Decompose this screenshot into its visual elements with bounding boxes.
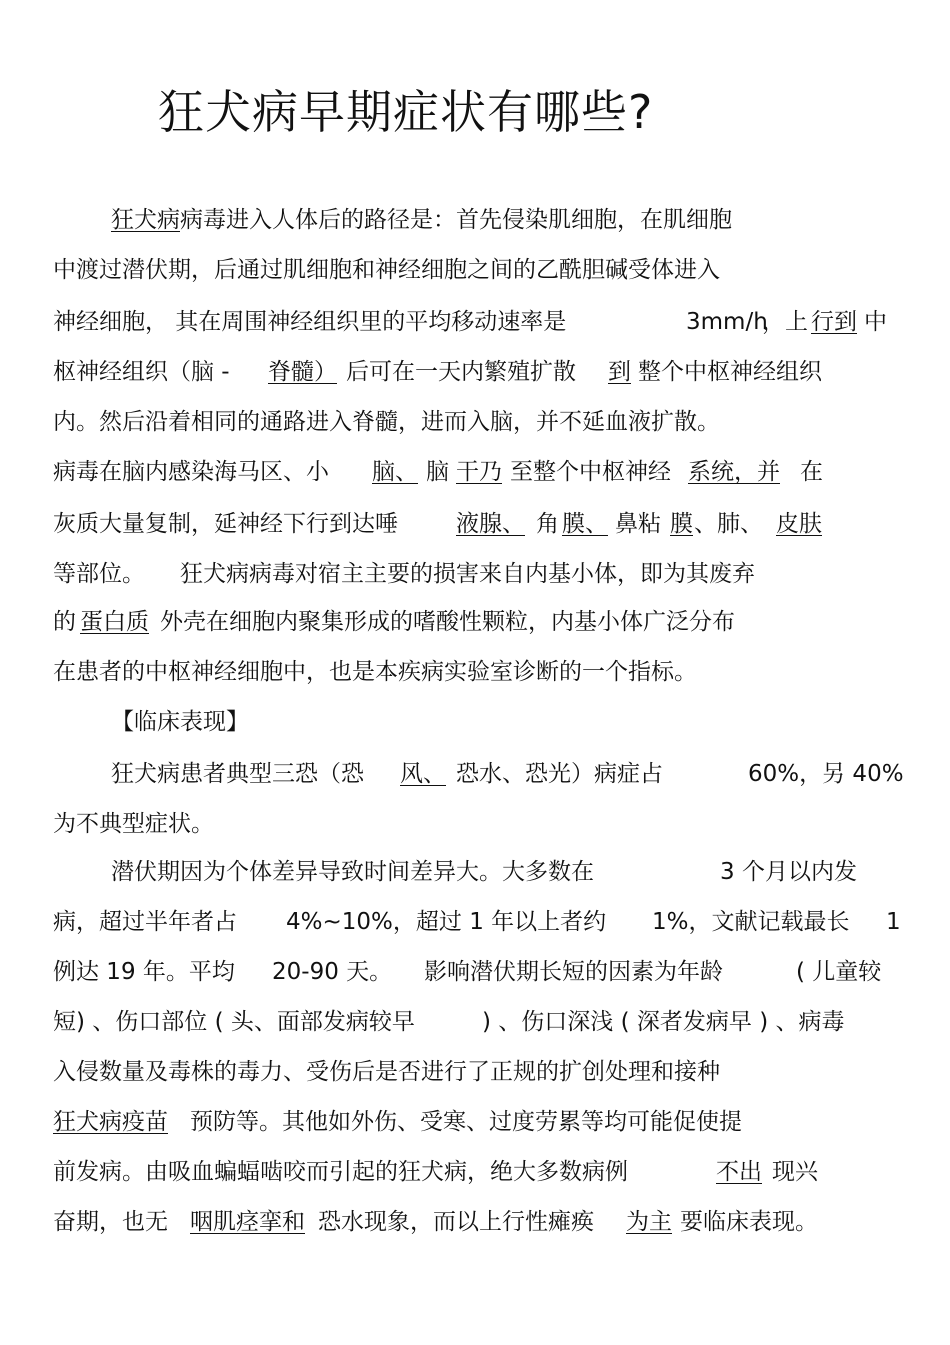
- text-segment: 1%，文献记载最长: [652, 909, 850, 935]
- text-segment: 奋期，也无: [53, 1209, 168, 1235]
- link-rabies: 狂犬病: [111, 207, 180, 233]
- underlined-term: 干乃: [456, 459, 502, 485]
- text-segment: 20-90 天。: [272, 959, 393, 985]
- underlined-term: 脊髓）: [268, 359, 337, 385]
- underlined-term: 风、: [400, 761, 446, 787]
- text-segment: 病，超过半年者占: [53, 909, 237, 935]
- text-segment: 病毒进入人体后的路径是：首先侵染肌细胞，在肌细胞: [180, 207, 732, 233]
- section-heading: 【临床表现】: [111, 709, 249, 735]
- underlined-term: 狂犬病疫苗: [53, 1109, 168, 1135]
- underlined-term: 行到: [811, 309, 857, 335]
- text-segment: 、肺、: [694, 511, 763, 537]
- text-segment: 预防等。其他如外伤、受寒、过度劳累等均可能促使提: [190, 1109, 742, 1135]
- text-segment: ，上: [762, 309, 808, 335]
- text-segment: 60%，另 40%: [748, 761, 904, 787]
- text-segment: 1: [886, 909, 901, 935]
- text-segment: 影响潜伏期长短的因素为年龄: [424, 959, 723, 985]
- text-segment: 入侵数量及毒株的毒力、受伤后是否进行了正规的扩创处理和接种: [53, 1059, 720, 1085]
- underlined-term: 膜: [670, 511, 693, 537]
- underlined-term: 为主: [626, 1209, 672, 1235]
- text-segment: 等部位。: [53, 561, 145, 587]
- text-segment: 灰质大量复制，延神经下行到达唾: [53, 511, 398, 537]
- underlined-term: 不出: [716, 1159, 762, 1185]
- text-segment: 短) 、伤口部位 ( 头、面部发病较早: [53, 1009, 415, 1035]
- text-segment: 恐水现象，而以上行性瘫痪: [318, 1209, 594, 1235]
- text-segment: 3 个月以内发: [720, 859, 857, 885]
- text-segment: 内。然后沿着相同的通路进入脊髓，进而入脑，并不延血液扩散。: [53, 409, 720, 435]
- text-segment: 中: [864, 309, 887, 335]
- text-segment: 整个中枢神经组织: [638, 359, 822, 385]
- text-segment: 前发病。由吸血蝙蝠啮咬而引起的狂犬病，绝大多数病例: [53, 1159, 628, 1185]
- underlined-term: 咽肌痉挛和: [190, 1209, 305, 1235]
- underlined-term: 脑、: [372, 459, 418, 485]
- text-segment: 神经细胞， 其在周围神经组织里的平均移动速率是: [53, 309, 567, 335]
- page-title: 狂犬病早期症状有哪些?: [158, 85, 654, 139]
- underlined-term: 膜、: [562, 511, 608, 537]
- text-segment: 狂犬病患者典型三恐（恐: [111, 761, 364, 787]
- underlined-term: 液腺、: [456, 511, 525, 537]
- text-segment: ) 、伤口深浅 ( 深者发病早 ) 、病毒: [482, 1009, 845, 1035]
- underlined-term: 皮肤: [776, 511, 822, 537]
- underlined-term: 系统，并: [688, 459, 780, 485]
- text-segment: 在患者的中枢神经细胞中，也是本疾病实验室诊断的一个指标。: [53, 659, 697, 685]
- underlined-term: 到: [608, 359, 631, 385]
- text-segment: 中渡过潜伏期，后通过肌细胞和神经细胞之间的乙酰胆碱受体进入: [53, 257, 720, 283]
- text-segment: 狂犬病病毒对宿主主要的损害来自内基小体，即为其废弃: [180, 561, 755, 587]
- text-segment: 外壳在细胞内聚集形成的嗜酸性颗粒，内基小体广泛分布: [160, 609, 735, 635]
- text-segment: 要临床表现。: [680, 1209, 818, 1235]
- text-segment: 的: [53, 609, 76, 635]
- text-segment: 3mm/h: [686, 309, 768, 335]
- text-segment: 后可在一天内繁殖扩散: [346, 359, 576, 385]
- text-segment: 在: [800, 459, 823, 485]
- text-segment: 枢神经组织（脑 -: [53, 359, 230, 385]
- text-segment: 恐水、恐光）病症占: [456, 761, 663, 787]
- text-segment: 至整个中枢神经: [510, 459, 671, 485]
- text-segment: 潜伏期因为个体差异导致时间差异大。大多数在: [111, 859, 594, 885]
- text-segment: 病毒在脑内感染海马区、小: [53, 459, 329, 485]
- text-segment: 4%~10%，超过 1 年以上者约: [286, 909, 607, 935]
- text-segment: 鼻粘: [615, 511, 661, 537]
- text-segment: 脑: [426, 459, 449, 485]
- text-segment: 例达 19 年。平均: [53, 959, 235, 985]
- text-segment: 为不典型症状。: [53, 811, 214, 837]
- underlined-term: 蛋白质: [80, 609, 149, 635]
- text-segment: ( 儿童较: [796, 959, 882, 985]
- text-segment: 现兴: [772, 1159, 818, 1185]
- text-segment: 角: [536, 511, 559, 537]
